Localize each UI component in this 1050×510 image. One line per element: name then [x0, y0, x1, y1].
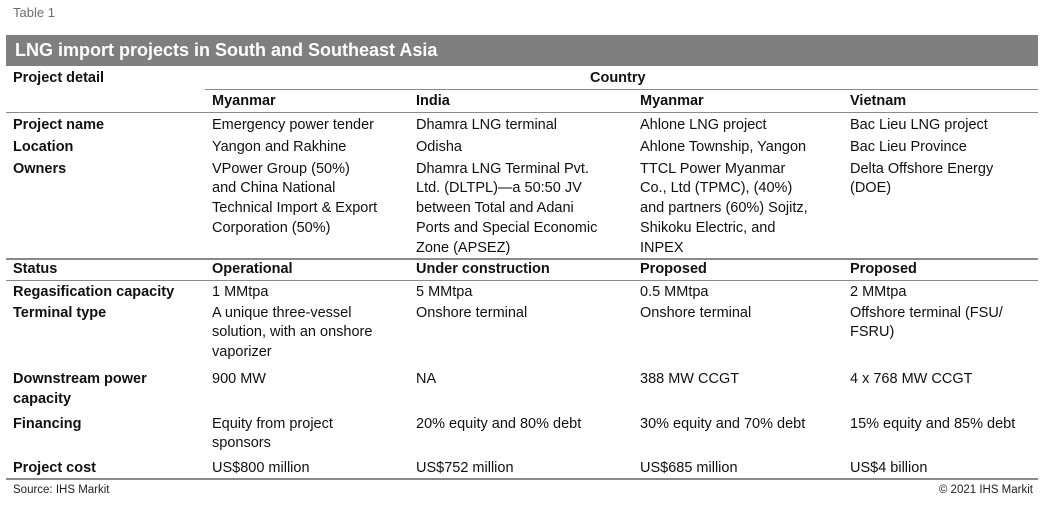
cell: Bac Lieu Province	[850, 139, 967, 155]
country-col-2: India	[416, 93, 450, 109]
cell: Proposed	[850, 261, 917, 277]
cell-line: Equity from project	[212, 416, 333, 432]
cell-line: Corporation (50%)	[212, 220, 331, 236]
cell: 0.5 MMtpa	[640, 284, 709, 300]
cell: 1 MMtpa	[212, 284, 269, 300]
header-country: Country	[590, 70, 646, 86]
country-col-1: Myanmar	[212, 93, 276, 109]
row-label-location: Location	[13, 139, 74, 155]
row-label-cost: Project cost	[13, 460, 96, 476]
cell-line: and China National	[212, 180, 336, 196]
cell-line: Shikoku Electric, and	[640, 220, 776, 236]
table-caption: Table 1	[13, 5, 55, 20]
cell: 4 x 768 MW CCGT	[850, 371, 973, 387]
cell: Yangon and Rakhine	[212, 139, 347, 155]
cell-line: 30% equity and 70% debt	[640, 416, 806, 432]
cell: Bac Lieu LNG project	[850, 117, 988, 133]
bottom-rule	[6, 478, 1038, 480]
cell-line: solution, with an onshore	[212, 324, 373, 340]
cell-line: Delta Offshore Energy	[850, 161, 994, 177]
header-project-detail: Project detail	[13, 70, 105, 86]
row-label-downstream-2: capacity	[13, 391, 72, 407]
country-col-3: Myanmar	[640, 93, 704, 109]
row-label-regas: Regasification capacity	[13, 284, 175, 300]
header-divider	[6, 112, 1038, 113]
table-title: LNG import projects in South and Southeast Asia	[6, 35, 1038, 66]
country-col-4: Vietnam	[850, 93, 907, 109]
row-label-project-name: Project name	[13, 117, 105, 133]
row-label-financing: Financing	[13, 416, 82, 432]
cell: Ahlone LNG project	[640, 117, 767, 133]
cell-line: A unique three-vessel	[212, 305, 352, 321]
cell: US$752 million	[416, 460, 514, 476]
cell-line: and partners (60%) Sojitz,	[640, 200, 808, 216]
cell-line: VPower Group (50%)	[212, 161, 350, 177]
cell: Ahlone Township, Yangon	[640, 139, 807, 155]
source-note: Source: IHS Markit	[13, 484, 110, 496]
cell-line: TTCL Power Myanmar	[640, 161, 786, 177]
cell-line: Zone (APSEZ)	[416, 240, 511, 256]
cell: 5 MMtpa	[416, 284, 473, 300]
cell: US$800 million	[212, 460, 310, 476]
row-label-status: Status	[13, 261, 58, 277]
cell-line: (DOE)	[850, 180, 892, 196]
cell: Under construction	[416, 261, 550, 277]
cell-line: FSRU)	[850, 324, 895, 340]
row-label-terminal: Terminal type	[13, 305, 107, 321]
cell: Proposed	[640, 261, 707, 277]
cell-line: between Total and Adani	[416, 200, 574, 216]
cell-line: 20% equity and 80% debt	[416, 416, 582, 432]
row-label-downstream: Downstream power	[13, 371, 147, 387]
copyright-note: © 2021 IHS Markit	[938, 484, 1033, 496]
cell-line: sponsors	[212, 435, 271, 451]
cell-line: Offshore terminal (FSU/	[850, 305, 1003, 321]
cell: Emergency power tender	[212, 117, 374, 133]
cell: US$4 billion	[850, 460, 928, 476]
cell: 2 MMtpa	[850, 284, 907, 300]
cell: US$685 million	[640, 460, 738, 476]
status-divider	[6, 280, 1038, 281]
cell-line: Ports and Special Economic	[416, 220, 598, 236]
cell-line: INPEX	[640, 240, 684, 256]
cell: NA	[416, 371, 437, 387]
cell-line: Onshore terminal	[416, 305, 528, 321]
cell-line: Ltd. (DLTPL)—a 50:50 JV	[416, 180, 582, 196]
cell: Operational	[212, 261, 293, 277]
cell-line: vaporizer	[212, 344, 272, 360]
cell: Dhamra LNG terminal	[416, 117, 558, 133]
cell: 388 MW CCGT	[640, 371, 740, 387]
cell-line: 15% equity and 85% debt	[850, 416, 1016, 432]
country-divider	[205, 89, 1038, 90]
cell-line: Onshore terminal	[640, 305, 752, 321]
cell-line: Co., Ltd (TPMC), (40%)	[640, 180, 793, 196]
cell: Odisha	[416, 139, 462, 155]
cell: 900 MW	[212, 371, 266, 387]
cell-line: Dhamra LNG Terminal Pvt.	[416, 161, 589, 177]
row-label-owners: Owners	[13, 161, 67, 177]
cell-line: Technical Import & Export	[212, 200, 378, 216]
